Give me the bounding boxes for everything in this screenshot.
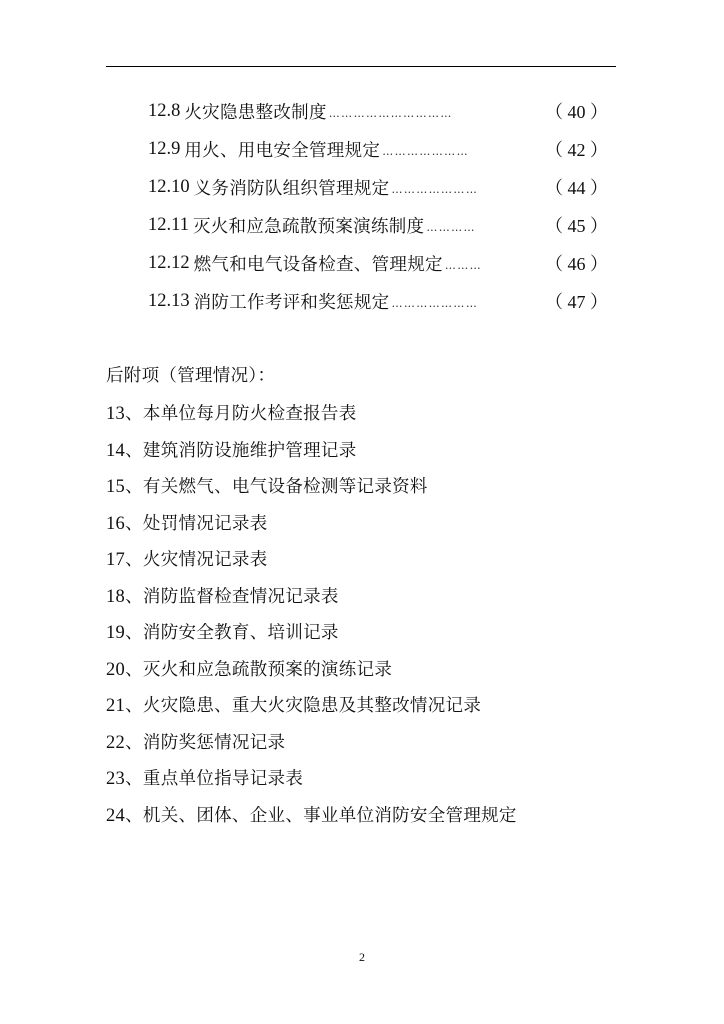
- appendix-item-number: 20: [106, 659, 126, 680]
- appendix-item: [106, 469, 626, 506]
- appendix-item-text: 机关、团体、企业、事业单位消防安全管理规定: [142, 805, 517, 826]
- appendix-item: [106, 579, 626, 616]
- toc-entry: [148, 282, 608, 320]
- toc-entry-number: 12.11: [148, 214, 189, 235]
- appendix-item-text: 消防监督检查情况记录表: [142, 586, 339, 607]
- toc-entry-page: （ 44 ）: [545, 178, 608, 198]
- toc-entry-number: 12.8: [148, 100, 181, 121]
- appendix-item: [106, 615, 626, 652]
- toc-entry-page: （ 46 ）: [545, 254, 608, 274]
- toc-entry-number: 12.13: [148, 290, 190, 311]
- toc-entry-title: 燃气和电气设备检查、管理规定: [193, 254, 443, 275]
- toc-entry-title: 火灾隐患整改制度: [184, 102, 327, 123]
- toc-dot-leader: …………………: [382, 145, 469, 157]
- toc-entry: [148, 244, 608, 282]
- toc-entry: [148, 92, 608, 130]
- table-of-contents: [148, 92, 608, 320]
- appendix-item-number: 24: [106, 805, 126, 826]
- appendix-item-separator: 、: [125, 513, 143, 534]
- appendix-item: [106, 725, 626, 762]
- toc-dot-leader: …………………: [391, 183, 479, 195]
- appendix-item-text: 消防奖惩情况记录: [142, 732, 286, 753]
- appendix-item-number: 21: [106, 696, 126, 716]
- appendix-item-number: 16: [106, 513, 126, 534]
- appendix-item-text: 火灾隐患、重大火灾隐患及其整改情况记录: [142, 696, 482, 716]
- appendix-list: [106, 396, 626, 834]
- appendix-item-text: 建筑消防设施维护管理记录: [142, 440, 357, 461]
- page-number: 2: [359, 950, 365, 964]
- appendix-item-number: 17: [106, 550, 126, 570]
- toc-entry-title: 用火、用电安全管理规定: [184, 140, 381, 161]
- appendix-item-text: 有关燃气、电气设备检测等记录资料: [142, 477, 428, 497]
- appendix-heading: 后附项（管理情况）：: [106, 366, 276, 386]
- appendix-item: [106, 506, 626, 543]
- toc-dot-leader: …………: [426, 221, 476, 233]
- appendix-item: [106, 688, 626, 725]
- toc-entry-page: （ 40 ）: [545, 102, 608, 122]
- appendix-item-number: 13: [106, 404, 126, 424]
- toc-entry-page: （ 45 ）: [545, 216, 608, 236]
- appendix-item-text: 本单位每月防火检查报告表: [142, 404, 357, 424]
- appendix-item-separator: 、: [125, 404, 143, 424]
- appendix-item-text: 消防安全教育、培训记录: [142, 623, 339, 643]
- appendix-item: [106, 433, 626, 470]
- appendix-item-number: 22: [106, 732, 126, 753]
- appendix-item-number: 23: [106, 769, 126, 789]
- toc-entry: [148, 168, 608, 206]
- appendix-item-separator: 、: [125, 550, 143, 570]
- appendix-item-number: 15: [106, 477, 126, 497]
- appendix-item-separator: 、: [125, 477, 143, 497]
- appendix-item-separator: 、: [125, 659, 143, 680]
- header-rule: [106, 66, 616, 67]
- appendix-item-text: 重点单位指导记录表: [142, 769, 304, 789]
- toc-entry-title: 消防工作考评和奖惩规定: [193, 292, 390, 313]
- appendix-item-number: 14: [106, 440, 126, 461]
- appendix-item: [106, 542, 626, 579]
- toc-entry-number: 12.12: [148, 252, 190, 273]
- toc-entry: [148, 206, 608, 244]
- toc-entry-page: （ 47 ）: [545, 292, 608, 312]
- appendix-item-separator: 、: [125, 696, 143, 716]
- appendix-item: [106, 798, 626, 835]
- appendix-item-separator: 、: [125, 769, 143, 789]
- toc-dot-leader: …………………………: [328, 107, 453, 119]
- appendix-item-separator: 、: [125, 623, 143, 643]
- toc-entry-title: 灭火和应急疏散预案演练制度: [192, 216, 425, 237]
- toc-dot-leader: …………………: [391, 297, 479, 309]
- appendix-item-text: 灭火和应急疏散预案的演练记录: [142, 659, 393, 680]
- appendix-item-text: 处罚情况记录表: [142, 513, 268, 534]
- appendix-item-number: 19: [106, 623, 126, 643]
- toc-entry: [148, 130, 608, 168]
- appendix-item: [106, 396, 626, 433]
- appendix-item: [106, 761, 626, 798]
- toc-entry-title: 义务消防队组织管理规定: [193, 178, 390, 199]
- appendix-item: [106, 652, 626, 689]
- appendix-item-separator: 、: [125, 805, 143, 826]
- toc-dot-leader: ………: [444, 259, 483, 271]
- appendix-item-number: 18: [106, 586, 126, 607]
- toc-entry-page: （ 42 ）: [545, 140, 608, 160]
- appendix-item-separator: 、: [125, 440, 143, 461]
- toc-entry-number: 12.9: [148, 138, 181, 159]
- appendix-item-separator: 、: [125, 586, 143, 607]
- appendix-item-separator: 、: [125, 732, 143, 753]
- toc-entry-number: 12.10: [148, 176, 190, 197]
- appendix-item-text: 火灾情况记录表: [142, 550, 268, 570]
